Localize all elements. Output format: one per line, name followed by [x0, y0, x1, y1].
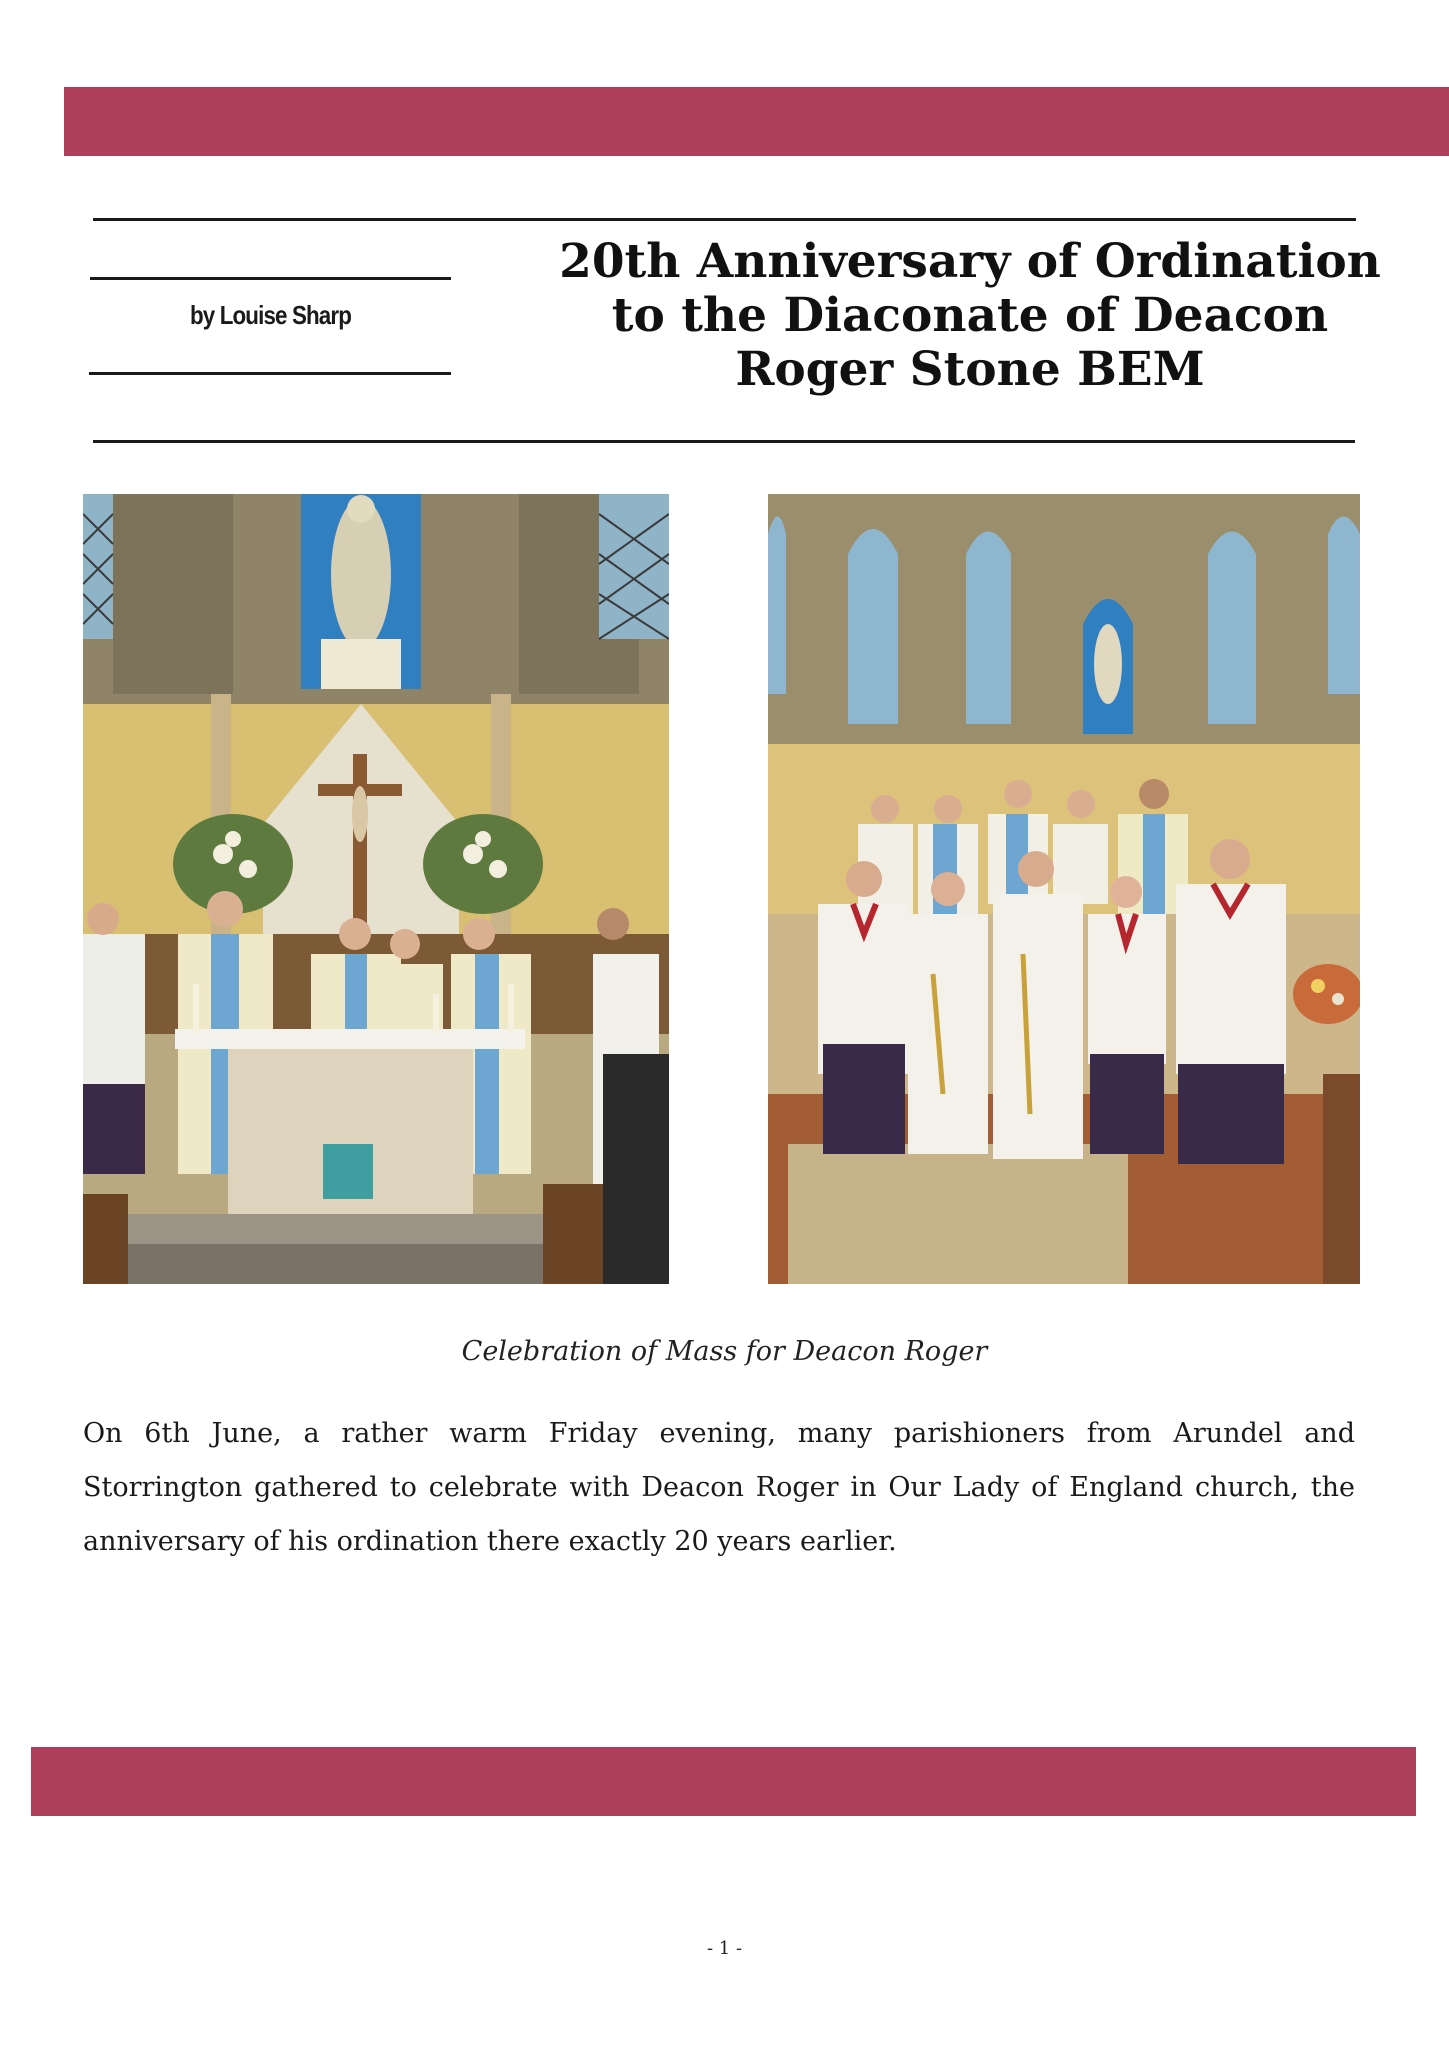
title-rule-bottom [93, 440, 1355, 443]
byline: by Louise Sharp [189, 300, 352, 330]
article-body: On 6th June, a rather warm Friday evening, many parishioners from Arundel and Storrington gathered to celebrate with Deacon Roger in Our Lady of England church, the anniversary of his ordination there exactly 20 years earlier. [83, 1418, 1355, 1557]
byline-rule-top [90, 277, 451, 280]
title-rule-top [93, 218, 1356, 221]
article-title: 20th Anniversary of Ordination to the Diaconate of Deacon Roger Stone BEM [559, 234, 1381, 397]
bottom-color-band [31, 1747, 1416, 1816]
photo-caption: Celebration of Mass for Deacon Roger [461, 1336, 988, 1367]
photo-mass-at-altar [83, 494, 669, 1284]
photo-group-portrait [768, 494, 1360, 1284]
byline-rule-bottom [89, 372, 451, 375]
page-number: - 1 - [706, 1938, 743, 1959]
top-color-band [64, 87, 1449, 156]
